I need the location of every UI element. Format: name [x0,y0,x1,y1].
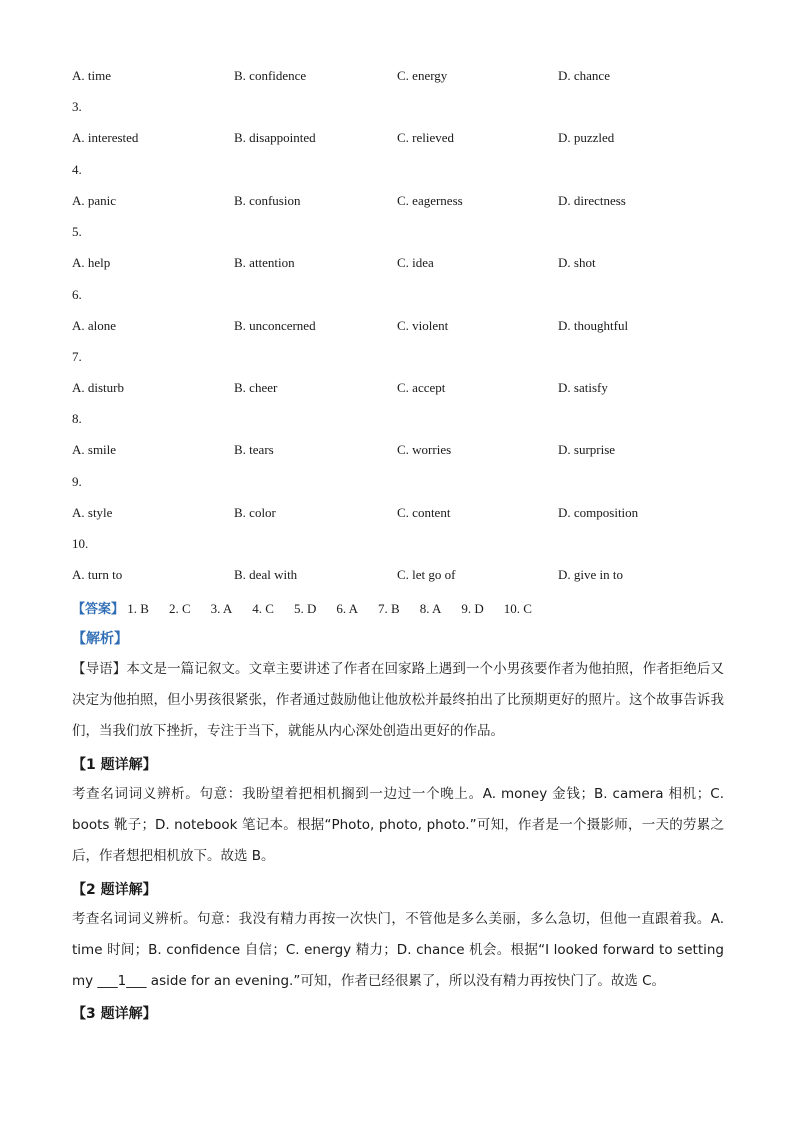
option-row [72,505,752,527]
answer-item: 9. D [461,601,484,616]
detail-2-heading: 【2 题详解】 [72,882,157,898]
question-number: 3. [72,99,82,115]
question-number: 8. [72,411,82,427]
analysis-heading: 【解析】 [72,631,128,647]
option-row [72,380,752,402]
option-b: B. disappointed [234,130,316,146]
option-d: D. thoughtful [558,317,629,333]
question-number: 9. [72,473,82,489]
option-c: C. content [397,504,451,520]
option-c: C. eagerness [397,192,463,208]
option-row [72,255,752,277]
option-c: C. violent [397,317,449,333]
option-d: D. give in to [558,567,623,583]
option-b: B. tears [234,442,274,458]
option-row [72,442,752,464]
option-c: C. energy [397,68,448,83]
option-row [72,318,752,340]
option-b: B. cheer [234,380,278,395]
answer-item: 4. C [252,601,274,616]
option-b: B. color [234,504,276,520]
option-c: C. worries [397,442,452,458]
answer-items [127,601,552,616]
option-d: D. directness [558,192,626,208]
option-c: C. accept [397,380,446,395]
option-a: A. disturb [72,380,124,395]
answer-item: 1. B [127,601,149,616]
question-number: 6. [72,286,82,302]
option-d: D. shot [558,255,596,271]
option-row [72,193,752,215]
question-number: 10. [72,536,89,552]
option-a: A. style [72,504,113,520]
option-a: A. help [72,255,111,271]
question-number: 5. [72,224,82,240]
option-a: A. panic [72,192,117,208]
answer-item: 7. B [378,601,400,616]
option-d: D. puzzled [558,130,615,146]
question-number: 7. [72,349,82,364]
detail-3-heading: 【3 题详解】 [72,1006,157,1022]
option-a: A. turn to [72,567,123,583]
detail-1-heading: 【1 题详解】 [72,757,157,773]
answer-item: 2. C [168,601,191,616]
option-row [72,567,752,589]
option-a: A. smile [72,442,117,458]
option-a: A. interested [72,130,139,146]
answer-item: 6. A [336,601,359,616]
option-d: D. satisfy [558,380,608,395]
option-c: C. idea [397,255,434,271]
answer-item: 8. A [419,601,442,616]
option-b: B. attention [234,255,295,271]
option-a: A. alone [72,317,117,333]
option-b: B. deal with [234,567,298,583]
option-b: B. confusion [234,192,301,208]
intro-paragraph: 【导语】本文是一篇记叙文。文章主要讲述了作者在回家路上遇到一个小男孩要作者为他拍照，作者拒绝后又决定为他拍照，但小男孩很紧张，作者通过鼓励他让他放松并最终拍出了比预期更好的照片。这个故事告诉我们，当我们放下挫折，专注于当下，就能从内心深处创造出更好的作品。 [72,661,724,739]
answer-tag: 【答案】 [72,601,125,616]
option-b: B. confidence [234,68,307,83]
option-a: A. time [72,68,111,83]
detail-1-text: 考查名词词义辨析。句意：我盼望着把相机搁到一边过一个晚上。A. money 金钱；B. camera 相机；C. boots 靴子；D. notebook 笔记本。根据“Photo, photo, photo.”可知，作者是一个摄影师，一天的劳累之后，作者想把相机放下。故选 B。 [72,786,724,864]
answer-item: 3. A [210,601,233,616]
answer-item: 5. D [293,601,317,616]
option-c: C. relieved [397,130,455,146]
question-number: 4. [72,161,82,177]
option-d: D. composition [558,504,639,520]
option-row [72,68,752,90]
answer-line [72,598,552,617]
option-row [72,130,752,152]
answer-item: 10. C [503,601,532,616]
detail-2-text: 考查名词词义辨析。句意：我没有精力再按一次快门，不管他是多么美丽，多么急切，但他一直跟着我。A. time 时间；B. confidence 自信；C. energy 精力；D. chance 机会。根据“I looked forward to setting my ___1___ aside for an evening.”可知，作者已经很累了，所以没有精力再按快门了。故选 C。 [72,911,724,989]
option-d: D. chance [558,68,610,83]
option-c: C. let go of [397,567,456,583]
option-d: D. surprise [558,442,616,458]
option-b: B. unconcerned [234,317,316,333]
